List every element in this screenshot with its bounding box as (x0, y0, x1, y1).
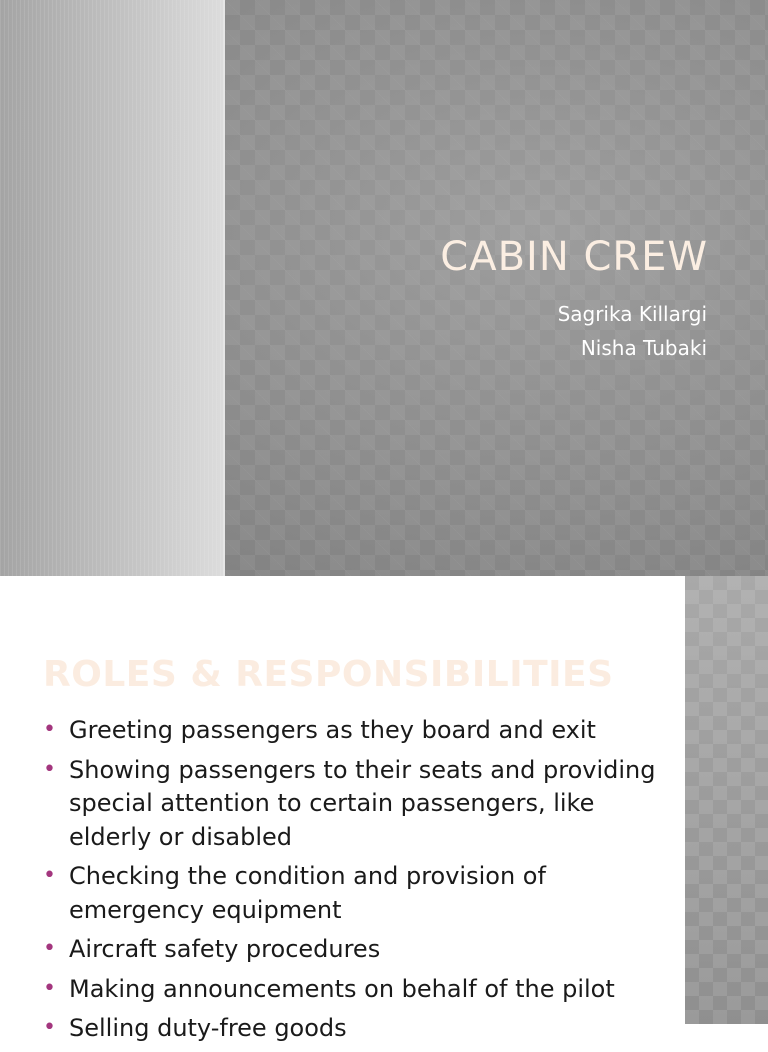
bullet-icon: • (43, 975, 56, 1001)
bullet-icon: • (43, 863, 56, 888)
content-slide (0, 576, 768, 1042)
bullet-icon: • (43, 1015, 56, 1040)
left-decorative-panel (0, 0, 223, 576)
bullet-text: Checking the condition and provision of emergency equipment (69, 862, 546, 924)
list-item (43, 933, 673, 967)
list-item (43, 860, 673, 927)
slide-title: CABIN CREW (440, 234, 708, 280)
bullet-icon: • (43, 717, 56, 742)
author-list (558, 297, 707, 365)
bullet-icon: • (43, 756, 56, 782)
bullet-text: Making announcements on behalf of the pilot (69, 974, 615, 1003)
bullet-text: Showing passengers to their seats and providing special attention to certain passengers, like elderly or disabled (69, 755, 656, 851)
list-item (43, 754, 673, 855)
bullet-text: Selling duty-free goods (69, 1014, 347, 1042)
bullet-icon: • (43, 936, 56, 961)
bullet-text: Aircraft safety procedures (69, 935, 381, 963)
list-item (43, 714, 673, 748)
list-item (43, 973, 673, 1007)
list-item (43, 1012, 673, 1046)
author-name: Nisha Tubaki (580, 336, 707, 360)
panel-divider (223, 0, 225, 576)
slide-heading: ROLES & RESPONSIBILITIES (43, 654, 614, 695)
bullet-text: Greeting passengers as they board and exit (69, 716, 596, 744)
right-decorative-strip (685, 576, 768, 1024)
bullet-list (43, 714, 673, 1052)
author-name: Sagrika Killargi (557, 302, 707, 326)
